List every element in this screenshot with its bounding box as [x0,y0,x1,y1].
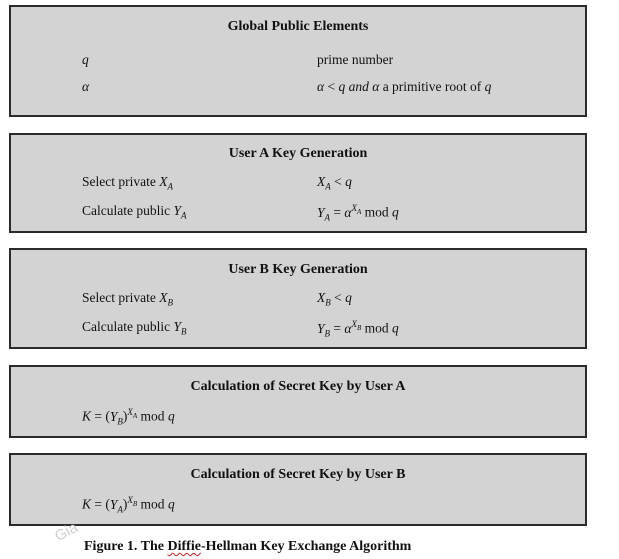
alpha-condition: α < q and α a primitive root of q [317,79,492,94]
select-private-xb: Select private $X_B$ [82,290,173,308]
watermark-text: Gia [52,519,81,546]
xa-condition: $X_A < q$ [317,174,352,192]
xb-condition: $X_B < q$ [317,290,352,308]
panel-title: Calculation of Secret Key by User B [190,467,406,482]
user-b-key-generation-panel [9,248,587,349]
yb-formula: $Y_B = \alpha^{X_B}$ mod q [317,319,399,339]
secret-key-a-formula: $K = (Y_B)^{X_A}$ mod q [82,407,175,427]
prime-number-label: prime number [317,52,394,67]
secret-key-b-formula: $K = (Y_A)^{X_B}$ mod q [82,495,175,515]
figure-caption [84,539,411,555]
panel-title: User A Key Generation [228,146,368,161]
user-a-key-generation-panel [9,133,587,233]
caption-prefix: Figure 1. The [84,539,168,554]
secret-key-user-b-panel [9,453,587,526]
ya-formula: $Y_A = \alpha^{X_A}$ mod q [317,203,399,223]
alpha-symbol: α [82,79,90,94]
panel-title: User B Key Generation [228,262,368,277]
formula-alpha [82,79,89,95]
select-private-xa: Select private $X_A$ [82,174,173,192]
panel-title: Calculation of Secret Key by User A [190,379,406,394]
q-symbol: q [82,52,89,67]
caption-flagged-word: Diffie [167,539,201,554]
formula-q [82,52,89,68]
secret-key-user-a-panel [9,365,587,438]
global-public-elements-panel [9,5,587,117]
panel-title: Global Public Elements [227,19,369,34]
caption-suffix: -Hellman Key Exchange Algorithm [200,539,412,554]
calculate-public-ya: Calculate public $Y_A$ [82,203,187,221]
calculate-public-yb: Calculate public $Y_B$ [82,319,187,337]
